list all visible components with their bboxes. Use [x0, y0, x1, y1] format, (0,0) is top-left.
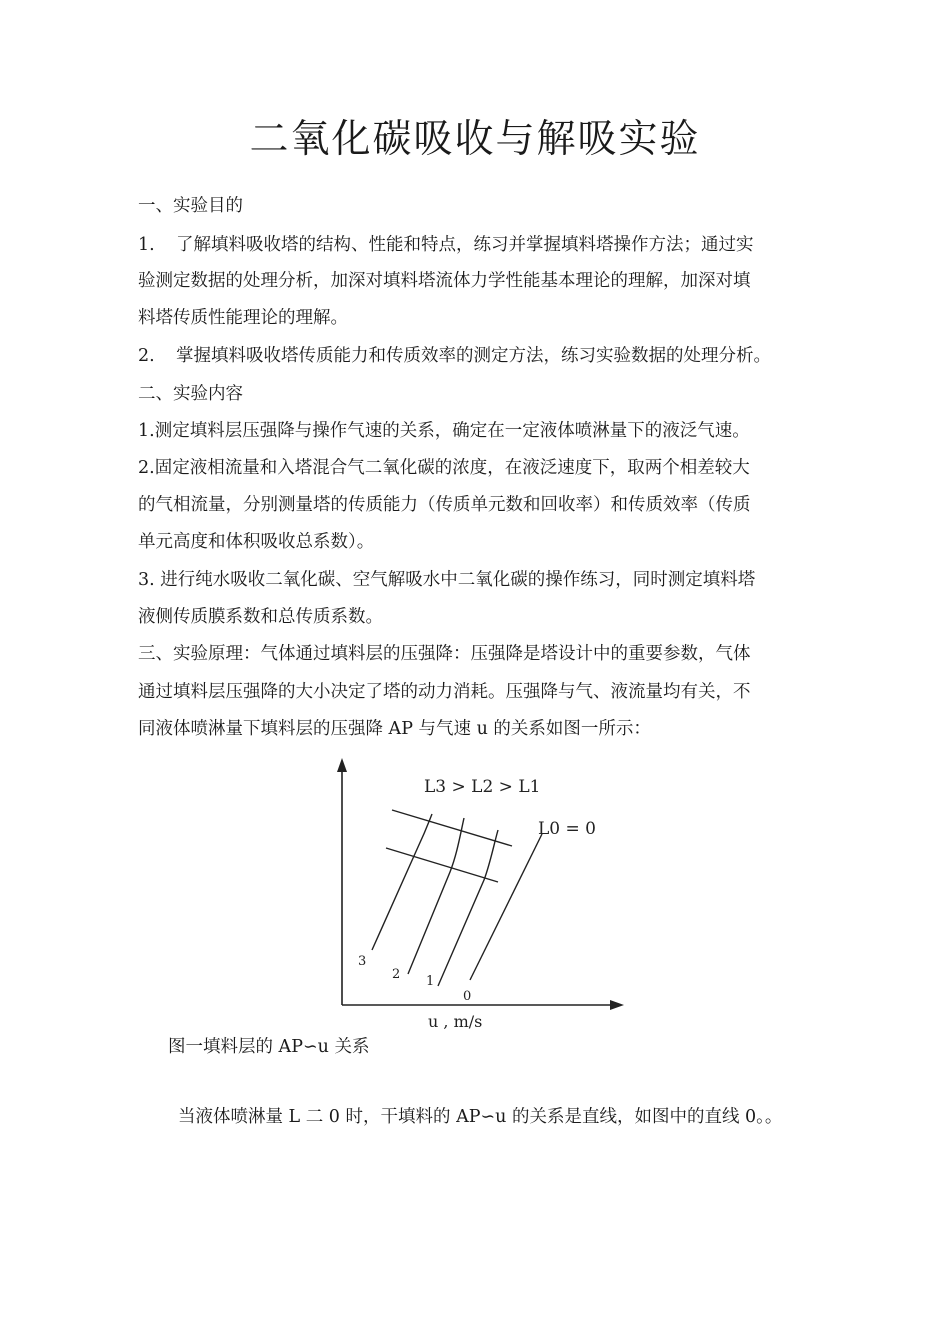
section-heading-purpose: 一、实验目的 — [138, 196, 243, 216]
purpose-item-1-line-3: 料塔传质性能理论的理解。 — [138, 308, 348, 328]
purpose-item-1-line-2: 验测定数据的处理分析，加深对填料塔流体力学性能基本理论的理解，加深对填 — [138, 271, 751, 291]
section-heading-content: 二、实验内容 — [138, 384, 243, 404]
curve-1 — [438, 830, 498, 986]
content-item-1: 1.测定填料层压强降与操作气速的关系，确定在一定液体喷淋量下的液泛气速。 — [138, 421, 750, 441]
loading-point-line — [392, 810, 512, 846]
y-axis-arrow — [337, 758, 347, 772]
content-item-3-line-2: 液侧传质膜系数和总传质系数。 — [138, 607, 383, 627]
purpose-item-1-number: 1. — [138, 235, 155, 255]
closing-paragraph: 当液体喷淋量 L 二 0 时，干填料的 AP∽u 的关系是直线，如图中的直线 0。。 — [178, 1107, 783, 1127]
purpose-item-1-text: 了解填料吸收塔的结构、性能和特点，练习并掌握填料塔操作方法；通过实 — [176, 235, 754, 255]
principle-line-1: 三、实验原理：气体通过填料层的压强降：压强降是塔设计中的重要参数，气体 — [138, 644, 751, 664]
page-title: 二氧化碳吸收与解吸实验 — [249, 117, 701, 162]
pressure-drop-figure — [320, 752, 640, 1037]
x-axis-label: u , m/s — [428, 1012, 483, 1031]
purpose-item-2-text: 掌握填料吸收塔传质能力和传质效率的测定方法，练习实验数据的处理分析。 — [176, 346, 771, 366]
curve-label-2: 2 — [392, 967, 401, 982]
curve-label-0: 0 — [463, 989, 472, 1004]
legend-dry-rate: L0 = 0 — [538, 819, 596, 839]
legend-liquid-rates: L3 > L2 > L1 — [424, 777, 541, 797]
purpose-item-1-line-1 — [138, 231, 754, 256]
principle-line-3: 同液体喷淋量下填料层的压强降 AP 与气速 u 的关系如图一所示： — [138, 719, 651, 739]
curve-0-dry-packing — [470, 834, 542, 980]
figure-caption: 图一填料层的 AP∽u 关系 — [168, 1037, 370, 1057]
content-item-2-line-3: 单元高度和体积吸收总系数）。 — [138, 532, 375, 552]
curve-label-3: 3 — [358, 954, 367, 969]
curve-2 — [408, 818, 464, 974]
curve-3 — [372, 814, 432, 950]
x-axis-arrow — [610, 1000, 624, 1010]
content-item-2-line-2: 的气相流量，分别测量塔的传质能力（传质单元数和回收率）和传质效率（传质 — [138, 495, 751, 515]
content-item-2-line-1: 2.固定液相流量和入塔混合气二氧化碳的浓度，在液泛速度下，取两个相差较大 — [138, 458, 750, 478]
purpose-item-2-number: 2. — [138, 346, 155, 366]
principle-line-2: 通过填料层压强降的大小决定了塔的动力消耗。压强降与气、液流量均有关，不 — [138, 682, 751, 702]
purpose-item-2 — [138, 342, 771, 367]
content-item-3-line-1: 3. 进行纯水吸收二氧化碳、空气解吸水中二氧化碳的操作练习，同时测定填料塔 — [138, 570, 756, 590]
curve-label-1: 1 — [426, 974, 435, 989]
flooding-point-line — [386, 848, 498, 882]
